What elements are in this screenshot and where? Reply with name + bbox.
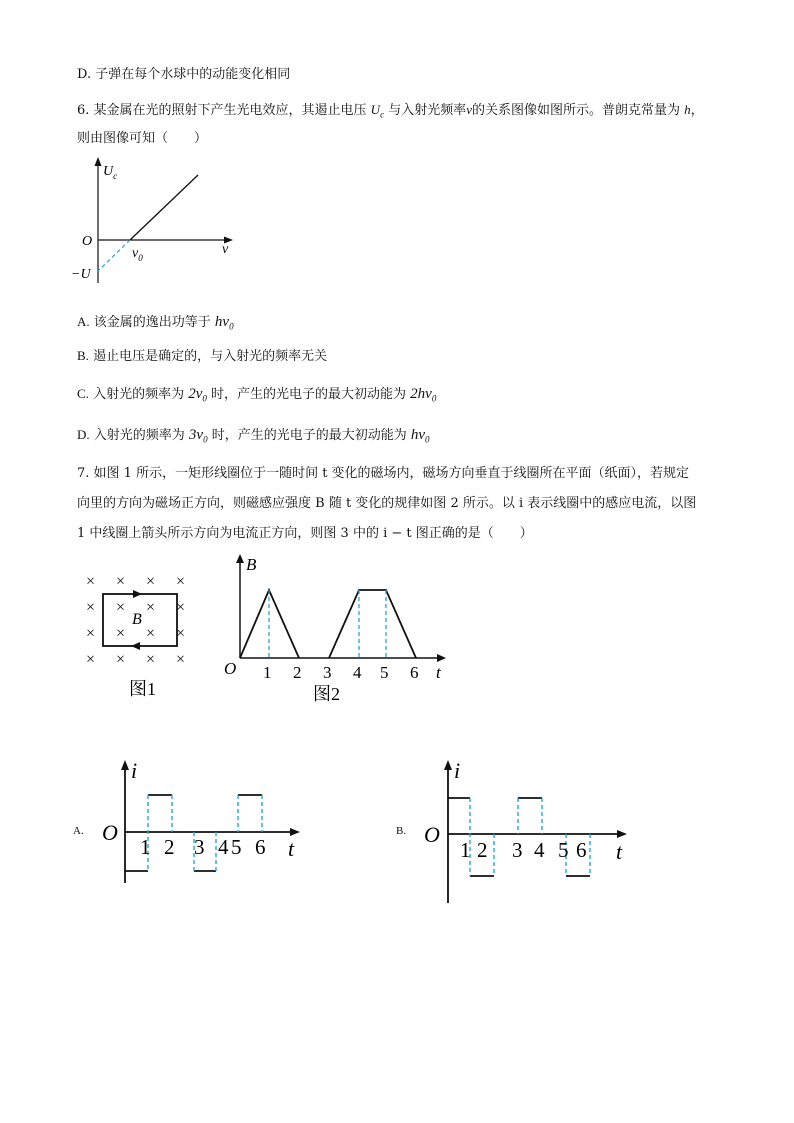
a-x-arrow	[290, 828, 300, 836]
q6-option-c: C. 入射光的频率为 $2\nu_0$ 时，产生的光电子的最大初动能为 $2h\nu_0$	[77, 386, 437, 404]
svg-text:×: ×	[146, 599, 156, 616]
svg-text:×: ×	[86, 651, 96, 668]
b-origin: O	[424, 822, 440, 847]
svg-text:×: ×	[116, 573, 126, 590]
fig2-tick-5: 5	[380, 663, 389, 682]
svg-text:×: ×	[176, 651, 186, 668]
b-tick-1: 1	[460, 838, 471, 862]
q6-y-arrow	[95, 157, 102, 166]
q7-option-b-label: B.	[396, 825, 407, 837]
svg-text:×: ×	[86, 625, 96, 642]
fig2-b-t-graph	[220, 550, 455, 710]
fig2-tick-2: 2	[293, 663, 302, 682]
b-x-label: t	[616, 839, 623, 864]
fig1-caption: 图1	[129, 679, 156, 699]
q6-solid-line	[130, 175, 198, 240]
q7-option-b-graph	[422, 758, 637, 908]
q7-option-a-graph	[100, 758, 310, 898]
svg-text:×: ×	[116, 651, 126, 668]
q6-nu0: $v_0$	[132, 246, 143, 263]
q6-x-label: v	[222, 242, 229, 257]
a-x-label: t	[288, 836, 295, 861]
svg-text:×: ×	[176, 599, 186, 616]
svg-text:×: ×	[176, 625, 186, 642]
fig2-tick-3: 3	[323, 663, 332, 682]
fig2-x-arrow	[437, 654, 446, 662]
b-x-arrow	[617, 830, 627, 838]
svg-text:×: ×	[146, 651, 156, 668]
b-y-arrow	[444, 760, 452, 770]
q6-stem-line2: 则由图像可知（ ）	[77, 131, 208, 146]
a-origin: O	[102, 820, 118, 845]
fig1-coil-diagram	[84, 568, 204, 703]
b-tick-2: 2	[477, 838, 488, 862]
fig2-tick-1: 1	[263, 663, 272, 682]
q6-dashed-extension	[98, 240, 130, 271]
q7-option-a-label: A.	[73, 825, 84, 837]
b-tick-6: 6	[576, 838, 587, 862]
a-tick-3: 3	[194, 835, 205, 859]
q6-uc-nu-graph	[70, 155, 240, 285]
a-tick-5: 5	[231, 835, 242, 859]
q6-option-a: A. 该金属的逸出功等于 $h\nu_0$	[77, 314, 234, 332]
q6-origin: O	[82, 234, 93, 249]
a-tick-6: 6	[255, 835, 266, 859]
b-y-label: i	[454, 758, 461, 783]
b-tick-5: 5	[558, 838, 569, 862]
fig1-arrow-top	[133, 590, 142, 598]
q6-option-d: D. 入射光的频率为 $3\nu_0$ 时，产生的光电子的最大初动能为 $h\nu_0$	[77, 427, 430, 445]
b-tick-3: 3	[512, 838, 523, 862]
fig2-x-label: t	[436, 663, 441, 682]
svg-text:×: ×	[116, 599, 126, 616]
fig2-tick-4: 4	[353, 663, 362, 682]
fig2-y-label: B	[246, 555, 257, 574]
a-tick-4: 4	[218, 835, 229, 859]
b-tick-4: 4	[534, 838, 545, 862]
a-tick-1: 1	[140, 835, 151, 859]
svg-text:×: ×	[176, 573, 186, 590]
svg-text:×: ×	[86, 599, 96, 616]
q5-option-d: D. 子弹在每个水球中的动能变化相同	[77, 67, 291, 82]
svg-text:×: ×	[86, 573, 96, 590]
q6-neg-u: −U	[71, 267, 91, 282]
svg-text:×: ×	[146, 625, 156, 642]
q7-stem-line2: 向里的方向为磁场正方向，则磁感应强度 B 随 t 变化的规律如图 2 所示。以 i 表示线圈中的感应电流，以图	[77, 496, 697, 511]
fig1-b-label: B	[132, 611, 142, 628]
fig2-b-curve-2	[329, 590, 416, 658]
q7-stem-line1: 7. 如图 1 所示，一矩形线圈位于一随时间 t 变化的磁场内，磁场方向垂直于线圈所在平面（纸面），若规定	[77, 466, 690, 481]
svg-text:×: ×	[116, 625, 126, 642]
fig2-origin: O	[224, 659, 237, 678]
a-tick-2: 2	[164, 835, 175, 859]
q7-stem-line3: 1 中线圈上箭头所示方向为电流正方向，则图 3 中的 i − t 图正确的是（ ）	[77, 526, 533, 541]
q6-y-label: $U_c$	[103, 164, 118, 181]
fig2-caption: 图2	[313, 684, 340, 704]
fig1-arrow-bottom	[131, 642, 140, 650]
fig2-y-arrow	[236, 554, 244, 563]
fig2-tick-6: 6	[410, 663, 419, 682]
q6-stem-line1: 6. 某金属在光的照射下产生光电效应，其遏止电压 $U_c$ 与入射光频率ν的关系图像如图所示。普朗克常量为 h，	[77, 102, 704, 120]
a-y-arrow	[121, 760, 129, 770]
svg-text:×: ×	[146, 573, 156, 590]
a-y-label: i	[131, 758, 138, 783]
q6-option-b: B. 遏止电压是确定的，与入射光的频率无关	[77, 348, 328, 364]
